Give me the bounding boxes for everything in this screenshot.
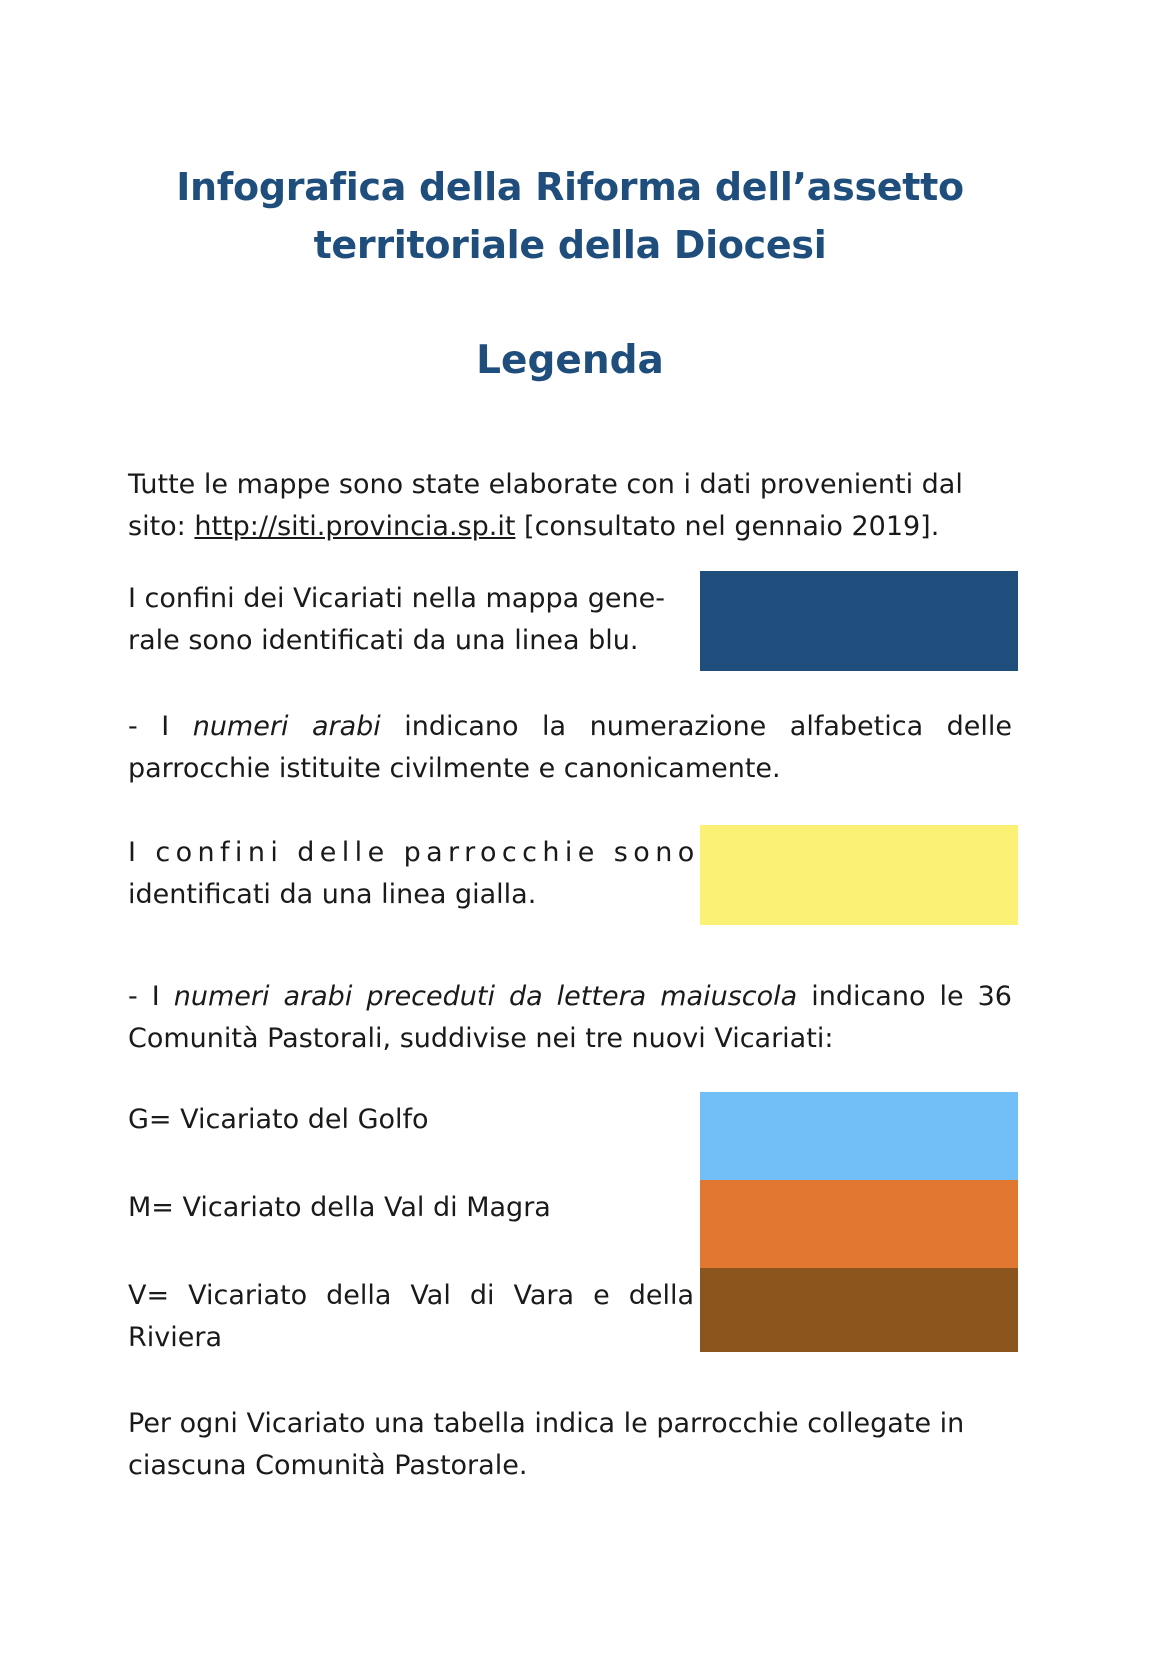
community-line-2: Comunità Pastorali, suddivise nei tre nuovi Vicariati: [128,1023,834,1054]
vicariati-border-text [128,578,694,662]
title-line-1: Infografica della Riforma dell’assetto [176,165,964,209]
title-line-2: territoriale della Diocesi [313,223,827,267]
arabic-numbers-line-2: parrocchie istituite civilmente e canonicamente. [128,753,781,784]
magra-color-swatch [700,1180,1018,1268]
arabic-numbers-line-1: - I numeri arabi indicano la numerazione alfabetica delle [128,711,1012,742]
source-link[interactable]: http://siti.provincia.sp.it [194,511,516,542]
closing-paragraph [128,1403,1012,1487]
vicariati-border-line-1: I confini dei Vicariati nella mappa gene- [128,583,665,614]
legend-heading: Legenda [476,338,664,383]
vicariate-vara-label: V= Vicariato della Val di Vara e della Riviera [128,1280,694,1353]
golfo-color-swatch [700,1092,1018,1180]
closing-line-1: Per ogni Vicariato una tabella indica le parrocchie collegate in [128,1408,965,1439]
blue-line-swatch [700,571,1018,671]
intro-line-2: sito: http://siti.provincia.sp.it [consultato nel gennaio 2019]. [128,511,940,542]
intro-line-1: Tutte le mappe sono state elaborate con i dati provenienti dal [128,469,963,500]
intro-paragraph [128,464,1012,548]
vicariate-golfo-label: G= Vicariato del Golfo [128,1104,429,1135]
vicariate-magra-label: M= Vicariato della Val di Magra [128,1192,551,1223]
parish-border-text [128,832,700,916]
parish-border-line-2: identificati da una linea gialla. [128,879,537,910]
parish-border-line-1: I confini delle parrocchie sono [128,837,700,868]
community-paragraph [128,976,1012,1060]
closing-line-2: ciascuna Comunità Pastorale. [128,1450,528,1481]
vicariati-border-line-2: rale sono identificati da una linea blu. [128,625,639,656]
yellow-line-swatch [700,825,1018,925]
document-title [0,158,1140,274]
community-line-1: - I numeri arabi preceduti da lettera maiuscola indicano le 36 [128,981,1012,1012]
vara-color-swatch [700,1268,1018,1352]
arabic-numbers-paragraph [128,706,1012,790]
